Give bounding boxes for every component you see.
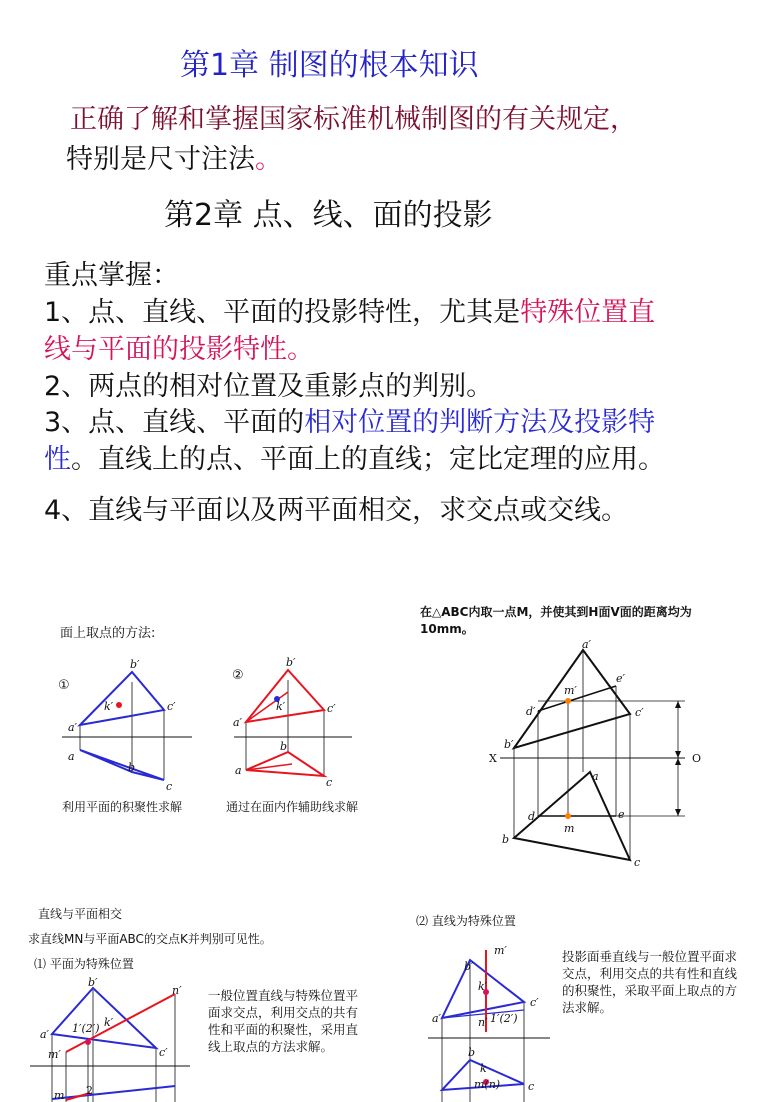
method1-marker: ① bbox=[58, 678, 70, 693]
m1-b-prime: b′ bbox=[130, 658, 140, 671]
intro-line2 bbox=[66, 140, 282, 180]
m1-c-prime: c′ bbox=[167, 700, 176, 713]
key-point-2: 2、两点的相对位置及重影点的判别。 bbox=[44, 371, 494, 402]
line-plane-task: 求直线MN与平面ABC的交点K并判别可见性。 bbox=[28, 932, 272, 946]
key-point-1-highlight-a: 特殊位置直 bbox=[520, 297, 656, 328]
pm-a: a bbox=[592, 770, 599, 783]
line-plane-title: 直线与平面相交 bbox=[38, 907, 123, 921]
m1-k-prime: k′ bbox=[104, 700, 114, 713]
c2-1-2-prime: 1′(2′) bbox=[490, 1012, 518, 1025]
key-point-1-line1 bbox=[44, 293, 655, 333]
method2-drawing bbox=[233, 656, 352, 789]
c2-mn: m(n) bbox=[474, 1078, 501, 1091]
pm-a-prime: a′ bbox=[582, 640, 592, 651]
c1-b-prime: b′ bbox=[88, 976, 98, 989]
m1-a: a bbox=[68, 750, 75, 763]
chapter2-title: 第2章 点、线、面的投影 bbox=[164, 198, 493, 233]
c1-two: 2 bbox=[86, 1084, 93, 1097]
m1-a-prime: a′ bbox=[68, 721, 78, 734]
m1-c: c bbox=[166, 780, 173, 793]
pm-O: O bbox=[692, 752, 702, 765]
pm-c-prime: c′ bbox=[635, 706, 644, 719]
c1-k-prime: k′ bbox=[104, 1016, 114, 1029]
c2-a-prime: a′ bbox=[432, 1012, 442, 1025]
c2-k: k bbox=[480, 1062, 487, 1075]
key-point-3-highlight-b: 性 bbox=[44, 444, 71, 475]
c2-b: b bbox=[468, 1046, 476, 1059]
point-m bbox=[565, 813, 571, 819]
key-points-heading: 重点掌握： bbox=[44, 260, 179, 291]
c1-c-prime: c′ bbox=[159, 1046, 168, 1059]
pm-e-prime: e′ bbox=[616, 672, 626, 685]
c1-m-prime: m′ bbox=[48, 1048, 61, 1061]
key-point-1-suffix: 。 bbox=[287, 334, 314, 365]
key-point-3-suffix: 。直线上的点、平面上的直线；定比定理的应用。 bbox=[71, 444, 665, 475]
point-m-caption-line1: 在△ABC内取一点M，并使其到H面V面的距离均为 bbox=[420, 605, 692, 619]
c1-m: m bbox=[54, 1089, 65, 1102]
key-point-3-line2 bbox=[44, 440, 665, 480]
caption-method2: 通过在面内作辅助线求解 bbox=[226, 800, 359, 814]
case2-text: 投影面垂直线与一般位置平面求交点，利用交点的共有性和直线的积聚性，采取平面上取点的方法求解。 bbox=[562, 949, 738, 1015]
intro-line2-suffix: 。 bbox=[255, 144, 282, 175]
c1-1-2-prime: 1′(2′) bbox=[72, 1022, 100, 1035]
m2-c: c bbox=[326, 776, 333, 789]
pm-c: c bbox=[634, 856, 641, 869]
pm-X: X bbox=[489, 752, 497, 765]
c2-n-prime: n′ bbox=[478, 1016, 488, 1029]
chapter1-title: 第1章 制图的根本知识 bbox=[180, 48, 479, 83]
point-m-caption-line2: 10mm。 bbox=[420, 622, 474, 636]
case2-diagram bbox=[400, 940, 560, 1102]
c2-b-prime: b′ bbox=[464, 960, 474, 973]
point-k-red bbox=[116, 702, 122, 708]
points-on-plane-title: 面上取点的方法: bbox=[60, 626, 156, 641]
pm-d-prime: d′ bbox=[526, 705, 536, 718]
case1-title: ⑴ 平面为特殊位置 bbox=[34, 957, 134, 971]
point-k-prime-case1 bbox=[85, 1039, 91, 1045]
method2-marker: ② bbox=[232, 668, 244, 683]
m2-c-prime: c′ bbox=[327, 702, 336, 715]
intro-line2-prefix: 特别是尺寸注法 bbox=[66, 144, 255, 175]
method1-drawing bbox=[62, 658, 192, 793]
c1-n-prime: n′ bbox=[172, 984, 182, 997]
c2-m-prime: m′ bbox=[494, 944, 507, 957]
c2-c: c bbox=[528, 1080, 535, 1093]
c2-c-prime: c′ bbox=[530, 996, 539, 1009]
case1-diagram bbox=[0, 972, 400, 1102]
pm-m-prime: m′ bbox=[564, 684, 577, 697]
m1-b: b bbox=[128, 761, 136, 774]
case2-title: ⑵ 直线为特殊位置 bbox=[416, 914, 516, 928]
intro-line1: 正确了解和掌握国家标准机械制图的有关规定， bbox=[70, 104, 637, 135]
m2-b-prime: b′ bbox=[286, 656, 296, 669]
m2-a: a bbox=[235, 764, 242, 777]
key-point-4: 4、直线与平面以及两平面相交，求交点或交线。 bbox=[44, 495, 629, 526]
pm-b: b bbox=[502, 833, 510, 846]
point-m-diagram bbox=[480, 640, 720, 870]
pm-d: d bbox=[528, 810, 536, 823]
case1-text: 一般位置直线与特殊位置平面求交点，利用交点的共有性和平面的积聚性，采用直线上取点的方法求解。 bbox=[208, 988, 359, 1054]
pm-m: m bbox=[564, 822, 575, 835]
key-point-3-highlight-a: 相对位置的判断方法及投影特 bbox=[304, 407, 656, 438]
m2-k-prime: k′ bbox=[276, 700, 286, 713]
c1-a-prime: a′ bbox=[40, 1028, 50, 1041]
c2-k-prime: k′ bbox=[478, 980, 488, 993]
point-m-prime bbox=[565, 698, 571, 704]
caption-method1: 利用平面的积聚性求解 bbox=[62, 800, 183, 814]
m2-a-prime: a′ bbox=[233, 716, 243, 729]
key-point-1-prefix: 1、点、直线、平面的投影特性，尤其是 bbox=[44, 297, 521, 328]
key-point-3-line1 bbox=[44, 403, 655, 443]
pm-e: e bbox=[618, 808, 625, 821]
pm-b-prime: b′ bbox=[504, 738, 514, 751]
key-point-1-line2 bbox=[44, 330, 314, 370]
m2-b: b bbox=[280, 740, 288, 753]
key-point-1-highlight-b: 线与平面的投影特性 bbox=[44, 334, 287, 365]
key-point-3-prefix: 3、点、直线、平面的 bbox=[44, 407, 305, 438]
